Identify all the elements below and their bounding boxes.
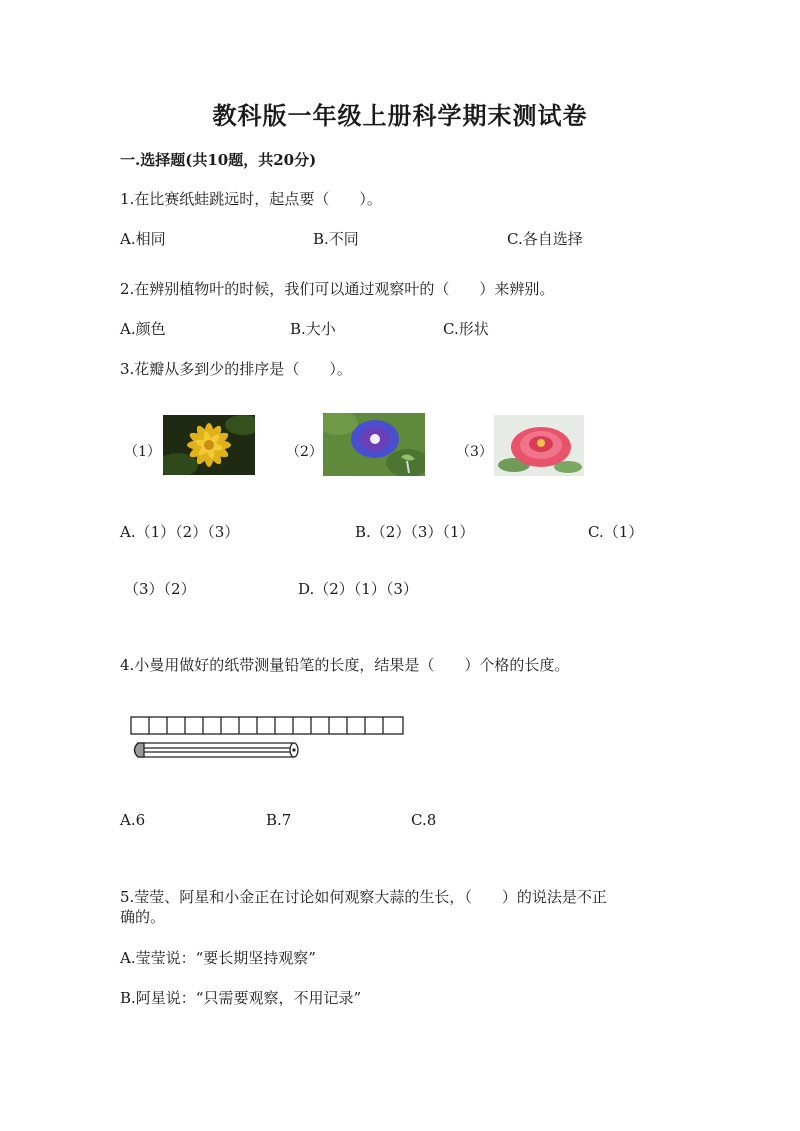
flower-2-label: （2） — [286, 444, 323, 460]
question-4-option-b: B.7 — [266, 811, 292, 829]
question-2-option-a: A.颜色 — [120, 320, 166, 338]
paper-strip — [131, 717, 403, 734]
question-3-option-a: A.（1）（2）（3） — [120, 523, 240, 541]
peony-image — [494, 415, 584, 476]
chrysanthemum-image — [163, 415, 255, 475]
question-1-option-a: A.相同 — [120, 230, 166, 248]
question-3-stem: 3.花瓣从多到少的排序是（ ）。 — [120, 360, 352, 378]
question-5-stem-line-1: 5.莹莹、阿星和小金正在讨论如何观察大蒜的生长，（ ）的说法是不正 — [120, 888, 607, 906]
pencil — [135, 743, 299, 757]
question-1-stem: 1.在比赛纸蛙跳远时，起点要（ ）。 — [120, 190, 382, 208]
question-4-option-c: C.8 — [411, 811, 437, 829]
question-2-option-b: B.大小 — [290, 320, 336, 338]
page-title: 教科版一年级上册科学期末测试卷 — [212, 101, 588, 130]
question-2-option-c: C.形状 — [443, 320, 489, 338]
question-1-option-b: B.不同 — [313, 230, 359, 248]
question-1-option-c: C.各自选择 — [507, 230, 583, 248]
question-3-option-b: B.（2）（3）（1） — [355, 523, 475, 541]
question-5-option-a: A.莹莹说：“要长期坚持观察” — [120, 949, 316, 967]
question-4-option-a: A.6 — [120, 811, 146, 829]
question-3-option-c: C.（1） — [588, 523, 644, 541]
morning-glory-image — [323, 413, 425, 476]
question-2-stem: 2.在辨别植物叶的时候，我们可以通过观察叶的（ ）来辨别。 — [120, 280, 555, 298]
question-3-option-d: D.（2）（1）（3） — [298, 580, 418, 598]
flower-1-label: （1） — [124, 444, 161, 460]
question-3-option-c-continued: （3）（2） — [124, 580, 196, 598]
question-5-option-b: B.阿星说：“只需要观察，不用记录” — [120, 989, 362, 1007]
section-heading: 一.选择题(共10题，共20分) — [120, 151, 317, 169]
question-4-stem: 4.小曼用做好的纸带测量铅笔的长度，结果是（ ）个格的长度。 — [120, 656, 570, 674]
flower-3-label: （3） — [456, 444, 493, 460]
paper-strip-and-pencil-diagram — [128, 714, 408, 764]
question-5-stem-line-2: 确的。 — [120, 908, 166, 926]
